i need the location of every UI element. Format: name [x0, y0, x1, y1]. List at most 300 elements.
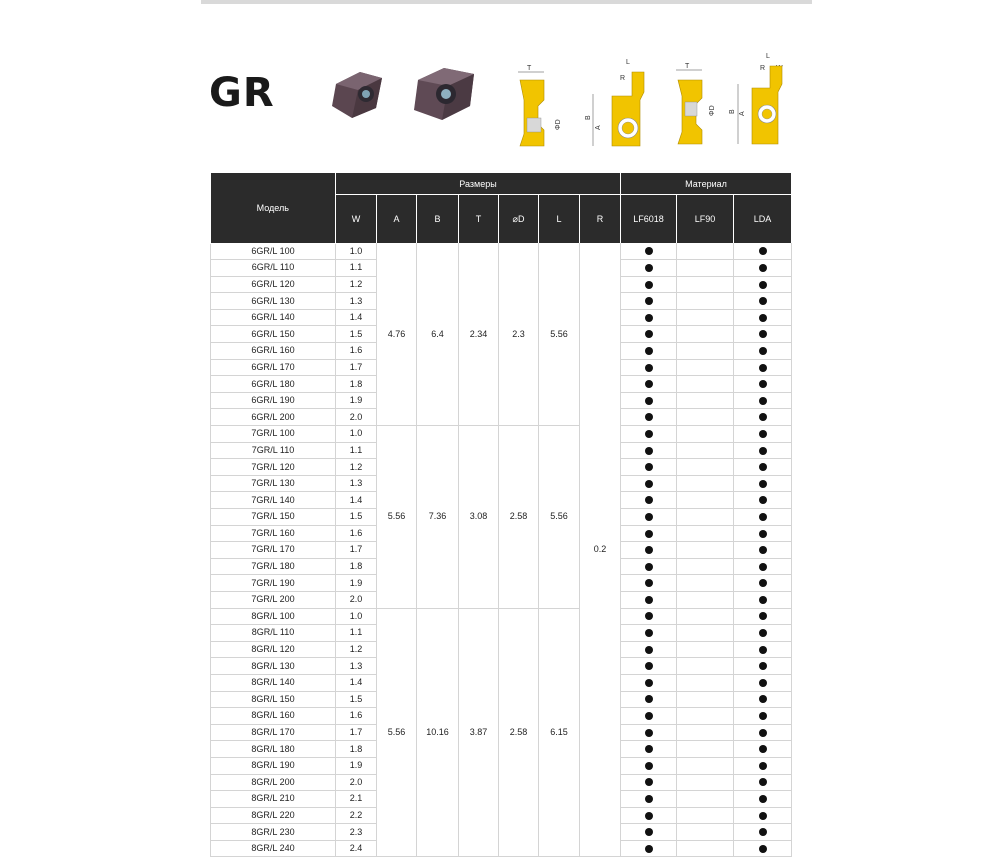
availability-dot-icon — [759, 330, 767, 338]
cell-w: 2.0 — [336, 409, 377, 426]
availability-dot-icon — [759, 662, 767, 670]
cell-lda — [734, 525, 792, 542]
cell-model: 7GR/L 110 — [211, 442, 336, 459]
cell-model: 7GR/L 170 — [211, 542, 336, 559]
header-r: R — [580, 195, 621, 244]
cell-b: 10.16 — [417, 608, 459, 857]
cell-lda — [734, 276, 792, 293]
cell-model: 6GR/L 120 — [211, 276, 336, 293]
availability-dot-icon — [645, 447, 653, 455]
cell-lf90 — [677, 840, 734, 857]
cell-model: 8GR/L 210 — [211, 791, 336, 808]
availability-dot-icon — [759, 463, 767, 471]
cell-lda — [734, 243, 792, 260]
availability-dot-icon — [645, 347, 653, 355]
cell-lda — [734, 741, 792, 758]
cell-lda — [734, 658, 792, 675]
cell-lf90 — [677, 293, 734, 310]
availability-dot-icon — [759, 530, 767, 538]
cell-a: 5.56 — [377, 608, 417, 857]
cell-lda — [734, 492, 792, 509]
cell-lf90 — [677, 525, 734, 542]
availability-dot-icon — [645, 828, 653, 836]
cell-lda — [734, 475, 792, 492]
cell-lf6018 — [621, 525, 677, 542]
drawing-label: B — [585, 115, 592, 120]
header-a: A — [377, 195, 417, 244]
availability-dot-icon — [645, 496, 653, 504]
cell-model: 8GR/L 230 — [211, 824, 336, 841]
availability-dot-icon — [759, 347, 767, 355]
cell-lda — [734, 591, 792, 608]
header-lf90: LF90 — [677, 195, 734, 244]
cell-lf90 — [677, 708, 734, 725]
availability-dot-icon — [759, 364, 767, 372]
availability-dot-icon — [645, 563, 653, 571]
cell-lf90 — [677, 641, 734, 658]
cell-w: 1.6 — [336, 343, 377, 360]
availability-dot-icon — [645, 745, 653, 753]
cell-model: 7GR/L 180 — [211, 558, 336, 575]
cell-lda — [734, 293, 792, 310]
cell-lf6018 — [621, 459, 677, 476]
page-title: GR — [209, 70, 275, 116]
cell-a: 5.56 — [377, 426, 417, 609]
cell-lf6018 — [621, 243, 677, 260]
cell-lf6018 — [621, 260, 677, 277]
cell-lda — [734, 708, 792, 725]
availability-dot-icon — [645, 729, 653, 737]
cell-lf90 — [677, 774, 734, 791]
cell-lf90 — [677, 591, 734, 608]
cell-lf90 — [677, 260, 734, 277]
cell-d: 2.58 — [499, 608, 539, 857]
availability-dot-icon — [759, 579, 767, 587]
availability-dot-icon — [645, 712, 653, 720]
cell-lda — [734, 326, 792, 343]
availability-dot-icon — [645, 612, 653, 620]
cell-lf90 — [677, 409, 734, 426]
availability-dot-icon — [759, 496, 767, 504]
availability-dot-icon — [759, 281, 767, 289]
availability-dot-icon — [759, 546, 767, 554]
cell-model: 8GR/L 190 — [211, 757, 336, 774]
cell-w: 1.2 — [336, 459, 377, 476]
cell-lf90 — [677, 542, 734, 559]
cell-lf90 — [677, 757, 734, 774]
cell-lf90 — [677, 343, 734, 360]
cell-lf90 — [677, 392, 734, 409]
cell-model: 8GR/L 180 — [211, 741, 336, 758]
cell-lf90 — [677, 575, 734, 592]
availability-dot-icon — [645, 662, 653, 670]
cell-model: 7GR/L 140 — [211, 492, 336, 509]
cell-lf6018 — [621, 741, 677, 758]
cell-lf6018 — [621, 442, 677, 459]
availability-dot-icon — [759, 629, 767, 637]
insert-photo-2 — [414, 68, 474, 120]
header-lda: LDA — [734, 195, 792, 244]
cell-model: 7GR/L 120 — [211, 459, 336, 476]
cell-lf90 — [677, 442, 734, 459]
cell-w: 1.0 — [336, 426, 377, 443]
cell-lf90 — [677, 359, 734, 376]
cell-w: 1.5 — [336, 691, 377, 708]
cell-r: 0.2 — [580, 243, 621, 857]
cell-lda — [734, 509, 792, 526]
cell-model: 6GR/L 160 — [211, 343, 336, 360]
cell-lf6018 — [621, 492, 677, 509]
drawing-label: T — [527, 65, 532, 72]
availability-dot-icon — [645, 380, 653, 388]
drawing-label: L — [626, 59, 630, 66]
cell-w: 1.7 — [336, 724, 377, 741]
cell-lf6018 — [621, 509, 677, 526]
availability-dot-icon — [759, 729, 767, 737]
cell-w: 1.5 — [336, 326, 377, 343]
availability-dot-icon — [759, 679, 767, 687]
cell-w: 1.8 — [336, 741, 377, 758]
availability-dot-icon — [759, 247, 767, 255]
cell-a: 4.76 — [377, 243, 417, 426]
cell-model: 8GR/L 120 — [211, 641, 336, 658]
cell-lf90 — [677, 625, 734, 642]
cell-model: 8GR/L 100 — [211, 608, 336, 625]
availability-dot-icon — [759, 828, 767, 836]
availability-dot-icon — [645, 596, 653, 604]
header-b: B — [417, 195, 459, 244]
cell-model: 6GR/L 190 — [211, 392, 336, 409]
cell-lf90 — [677, 741, 734, 758]
availability-dot-icon — [645, 247, 653, 255]
cell-w: 1.6 — [336, 525, 377, 542]
availability-dot-icon — [645, 646, 653, 654]
availability-dot-icon — [645, 795, 653, 803]
cell-lda — [734, 757, 792, 774]
cell-w: 1.5 — [336, 509, 377, 526]
availability-dot-icon — [645, 762, 653, 770]
availability-dot-icon — [759, 596, 767, 604]
cell-w: 1.9 — [336, 757, 377, 774]
cell-lf90 — [677, 791, 734, 808]
header-l: L — [539, 195, 580, 244]
cell-w: 2.1 — [336, 791, 377, 808]
cell-t: 2.34 — [459, 243, 499, 426]
cell-w: 1.1 — [336, 260, 377, 277]
cell-lf6018 — [621, 641, 677, 658]
cell-w: 1.0 — [336, 608, 377, 625]
cell-lf6018 — [621, 343, 677, 360]
availability-dot-icon — [759, 745, 767, 753]
insert-photo-1 — [332, 72, 382, 118]
cell-model: 8GR/L 140 — [211, 674, 336, 691]
cell-lf90 — [677, 376, 734, 393]
cell-t: 3.08 — [459, 426, 499, 609]
cell-lf6018 — [621, 824, 677, 841]
cell-lf6018 — [621, 791, 677, 808]
cell-lda — [734, 724, 792, 741]
availability-dot-icon — [759, 612, 767, 620]
header-lf6018: LF6018 — [621, 195, 677, 244]
cell-lf6018 — [621, 674, 677, 691]
availability-dot-icon — [759, 845, 767, 853]
drawing-front-2 — [676, 63, 716, 144]
cell-b: 7.36 — [417, 426, 459, 609]
availability-dot-icon — [645, 463, 653, 471]
cell-lda — [734, 359, 792, 376]
availability-dot-icon — [645, 430, 653, 438]
cell-w: 1.4 — [336, 309, 377, 326]
cell-model: 6GR/L 100 — [211, 243, 336, 260]
cell-lf6018 — [621, 840, 677, 857]
cell-w: 1.3 — [336, 293, 377, 310]
availability-dot-icon — [645, 264, 653, 272]
cell-l: 6.15 — [539, 608, 580, 857]
cell-lf6018 — [621, 575, 677, 592]
cell-model: 8GR/L 170 — [211, 724, 336, 741]
availability-dot-icon — [645, 679, 653, 687]
cell-lf6018 — [621, 625, 677, 642]
cell-lf6018 — [621, 757, 677, 774]
availability-dot-icon — [759, 778, 767, 786]
table-row — [211, 608, 792, 625]
availability-dot-icon — [645, 845, 653, 853]
availability-dot-icon — [645, 812, 653, 820]
cell-model: 8GR/L 200 — [211, 774, 336, 791]
cell-w: 1.7 — [336, 359, 377, 376]
cell-lf90 — [677, 724, 734, 741]
cell-lda — [734, 824, 792, 841]
availability-dot-icon — [645, 695, 653, 703]
cell-lda — [734, 343, 792, 360]
cell-d: 2.3 — [499, 243, 539, 426]
availability-dot-icon — [759, 314, 767, 322]
top-divider — [201, 0, 812, 4]
cell-lf6018 — [621, 708, 677, 725]
cell-w: 1.0 — [336, 243, 377, 260]
cell-w: 1.2 — [336, 641, 377, 658]
cell-lf90 — [677, 674, 734, 691]
drawing-front-1 — [518, 65, 562, 146]
drawing-label: A — [595, 125, 602, 130]
drawing-label: L — [766, 53, 770, 60]
cell-lf90 — [677, 807, 734, 824]
availability-dot-icon — [645, 546, 653, 554]
cell-lf90 — [677, 276, 734, 293]
cell-w: 1.7 — [336, 542, 377, 559]
cell-lf90 — [677, 426, 734, 443]
cell-d: 2.58 — [499, 426, 539, 609]
drawing-label: T — [685, 63, 690, 70]
cell-lf90 — [677, 492, 734, 509]
cell-model: 7GR/L 190 — [211, 575, 336, 592]
header-material: Материал — [621, 173, 792, 195]
cell-w: 1.9 — [336, 575, 377, 592]
cell-model: 7GR/L 150 — [211, 509, 336, 526]
availability-dot-icon — [759, 812, 767, 820]
cell-lf6018 — [621, 475, 677, 492]
availability-dot-icon — [645, 330, 653, 338]
availability-dot-icon — [759, 712, 767, 720]
cell-lf6018 — [621, 426, 677, 443]
availability-dot-icon — [759, 264, 767, 272]
cell-lf6018 — [621, 293, 677, 310]
cell-w: 1.4 — [336, 674, 377, 691]
diameter-icon: ⌀ — [512, 213, 518, 224]
cell-lf90 — [677, 558, 734, 575]
cell-lda — [734, 791, 792, 808]
availability-dot-icon — [645, 778, 653, 786]
cell-lda — [734, 442, 792, 459]
availability-dot-icon — [645, 513, 653, 521]
cell-w: 2.4 — [336, 840, 377, 857]
header-d: ⌀D — [499, 195, 539, 244]
availability-dot-icon — [645, 530, 653, 538]
cell-lda — [734, 840, 792, 857]
drawing-label: ΦD — [555, 119, 562, 130]
cell-lf90 — [677, 475, 734, 492]
availability-dot-icon — [645, 281, 653, 289]
cell-lda — [734, 459, 792, 476]
cell-lf6018 — [621, 608, 677, 625]
cell-model: 6GR/L 130 — [211, 293, 336, 310]
drawing-label: R — [620, 75, 626, 82]
cell-t: 3.87 — [459, 608, 499, 857]
availability-dot-icon — [759, 695, 767, 703]
availability-dot-icon — [645, 629, 653, 637]
availability-dot-icon — [759, 430, 767, 438]
cell-w: 1.8 — [336, 558, 377, 575]
cell-w: 1.6 — [336, 708, 377, 725]
availability-dot-icon — [759, 447, 767, 455]
cell-model: 7GR/L 100 — [211, 426, 336, 443]
cell-w: 1.1 — [336, 625, 377, 642]
cell-w: 2.2 — [336, 807, 377, 824]
cell-lda — [734, 426, 792, 443]
table-row — [211, 243, 792, 260]
cell-lf90 — [677, 691, 734, 708]
cell-lf6018 — [621, 658, 677, 675]
cell-w: 2.3 — [336, 824, 377, 841]
cell-lf90 — [677, 459, 734, 476]
spec-table-body — [211, 243, 792, 857]
cell-lf6018 — [621, 376, 677, 393]
availability-dot-icon — [759, 397, 767, 405]
cell-lf90 — [677, 243, 734, 260]
cell-model: 6GR/L 110 — [211, 260, 336, 277]
cell-lf6018 — [621, 558, 677, 575]
cell-lf90 — [677, 824, 734, 841]
drawing-side-1 — [585, 59, 644, 146]
cell-lf6018 — [621, 724, 677, 741]
cell-l: 5.56 — [539, 243, 580, 426]
cell-lf6018 — [621, 691, 677, 708]
cell-lda — [734, 674, 792, 691]
availability-dot-icon — [645, 579, 653, 587]
cell-model: 8GR/L 240 — [211, 840, 336, 857]
cell-lda — [734, 309, 792, 326]
cell-w: 1.8 — [336, 376, 377, 393]
cell-lf6018 — [621, 309, 677, 326]
availability-dot-icon — [759, 480, 767, 488]
drawing-label: R — [760, 65, 766, 72]
availability-dot-icon — [645, 413, 653, 421]
cell-model: 8GR/L 220 — [211, 807, 336, 824]
availability-dot-icon — [759, 563, 767, 571]
cell-lda — [734, 575, 792, 592]
cell-l: 5.56 — [539, 426, 580, 609]
cell-lda — [734, 558, 792, 575]
cell-lf90 — [677, 326, 734, 343]
cell-lf90 — [677, 309, 734, 326]
header-t: T — [459, 195, 499, 244]
availability-dot-icon — [759, 513, 767, 521]
drawing-label: B — [729, 109, 736, 114]
cell-lda — [734, 260, 792, 277]
cell-lf90 — [677, 608, 734, 625]
availability-dot-icon — [759, 413, 767, 421]
availability-dot-icon — [759, 762, 767, 770]
cell-lda — [734, 807, 792, 824]
cell-lda — [734, 641, 792, 658]
cell-model: 8GR/L 110 — [211, 625, 336, 642]
cell-lf6018 — [621, 542, 677, 559]
table-row — [211, 426, 792, 443]
cell-lf6018 — [621, 359, 677, 376]
cell-w: 1.1 — [336, 442, 377, 459]
cell-model: 6GR/L 180 — [211, 376, 336, 393]
cell-lf90 — [677, 509, 734, 526]
cell-lf90 — [677, 658, 734, 675]
header-dimensions: Размеры — [336, 173, 621, 195]
availability-dot-icon — [645, 297, 653, 305]
cell-lda — [734, 608, 792, 625]
cell-model: 7GR/L 200 — [211, 591, 336, 608]
availability-dot-icon — [645, 314, 653, 322]
availability-dot-icon — [759, 380, 767, 388]
availability-dot-icon — [645, 480, 653, 488]
cell-lf6018 — [621, 409, 677, 426]
cell-w: 1.4 — [336, 492, 377, 509]
cell-w: 1.2 — [336, 276, 377, 293]
cell-w: 1.3 — [336, 658, 377, 675]
cell-model: 8GR/L 150 — [211, 691, 336, 708]
product-figures — [330, 44, 790, 154]
cell-lda — [734, 376, 792, 393]
drawing-label: A — [739, 111, 746, 116]
cell-w: 1.3 — [336, 475, 377, 492]
cell-lda — [734, 392, 792, 409]
cell-lda — [734, 774, 792, 791]
cell-model: 6GR/L 150 — [211, 326, 336, 343]
cell-lf6018 — [621, 591, 677, 608]
cell-lf6018 — [621, 807, 677, 824]
header-model: Модель — [211, 173, 336, 243]
header-w: W — [336, 195, 377, 244]
cell-lf6018 — [621, 774, 677, 791]
cell-lf6018 — [621, 276, 677, 293]
cell-model: 6GR/L 170 — [211, 359, 336, 376]
cell-lf6018 — [621, 392, 677, 409]
availability-dot-icon — [759, 297, 767, 305]
cell-w: 1.9 — [336, 392, 377, 409]
drawing-label: ΦD — [709, 105, 716, 116]
cell-lf6018 — [621, 326, 677, 343]
cell-lda — [734, 409, 792, 426]
availability-dot-icon — [759, 646, 767, 654]
cell-lda — [734, 625, 792, 642]
cell-model: 7GR/L 160 — [211, 525, 336, 542]
